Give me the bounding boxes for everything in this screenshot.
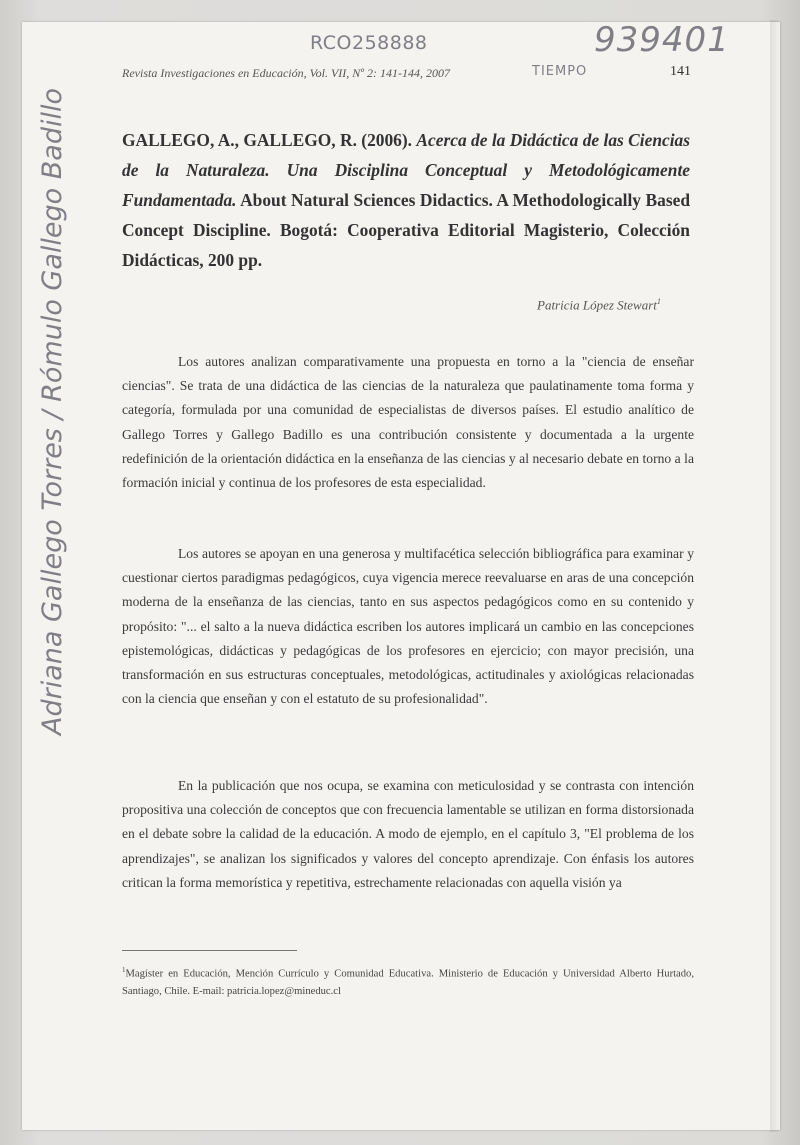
- running-head: Revista Investigaciones en Educación, Vol. VII, Nº 2: 141-144, 2007: [122, 66, 450, 80]
- footnote-divider: [122, 950, 297, 951]
- page-number: 141: [670, 64, 691, 79]
- page-edge-shadow: [770, 20, 782, 1132]
- body-paragraph-3: En la publicación que nos ocupa, se examina con meticulosidad y se contrasta con intención propositiva una colección de conceptos que con frecuencia lamentable se utilizan en forma distorsionada en el debate sobre la calidad de la educación. A modo de ejemplo, en el capítulo 3, "El problema de los aprendizajes", se analizan los significados y valores del concepto aprendizaje. Con énfasis los autores critican la forma memorística y repetitiva, estrechamente relacionadas con aquella visión ya: [122, 778, 694, 890]
- footnote-mark: 1: [122, 966, 126, 974]
- review-title: [122, 125, 690, 275]
- reviewer-footnote-mark: 1: [656, 297, 661, 306]
- handwritten-margin-note: Adriana Gallego Torres / Rómulo Gallego Badillo: [37, 88, 68, 735]
- footnote: [122, 962, 694, 1000]
- handwritten-record-number: 939401: [594, 20, 730, 60]
- footnote-text: Magíster en Educación, Mención Currículo y Comunidad Educativa. Ministerio de Educación y Universidad Alberto Hurtado, Santiago, Chile. E-mail: patricia.lopez@mineduc.cl: [122, 968, 694, 997]
- body-paragraph-2: Los autores se apoyan en una generosa y multifacética selección bibliográfica para examinar y cuestionar ciertos paradigmas pedagógicos, cuya vigencia merece reevaluarse en aras de una concepción moderna de la enseñanza de las ciencias, tanto en sus aspectos pedagógicos como en su contenido y propósito: "... el salto a la nueva didáctica escriben los autores implicará un cambio en las concepciones epistemológicas, didácticas y pedagógicas de los profesores en ejercicio; con mayor precisión, una transformación en sus estructuras conceptuales, metodológicas, actitudinales y axiológicas relacionadas con la ciencia que enseñan y con el estatuto de su profesionalidad".: [122, 546, 694, 707]
- title-authors: GALLEGO, A., GALLEGO, R. (2006).: [122, 130, 413, 150]
- title-english: About Natural Sciences Didactics. A Methodologically Based Concept Discipline.: [122, 190, 690, 240]
- handwritten-catalog-code: RCO258888: [310, 32, 428, 54]
- handwritten-tag: TIEMPO: [532, 64, 588, 79]
- title-spanish: Acerca de la Didáctica de las Ciencias de la Naturaleza. Una Disciplina Conceptual y Metodológicamente Fundamentada.: [122, 130, 691, 210]
- body-paragraph-1: Los autores analizan comparativamente una propuesta en torno a la "ciencia de enseñar ciencias". Se trata de una didáctica de las ciencias de la naturaleza que paulatinamente toma forma y categoría, formulada por una comunidad de especialistas de diversos países. El estudio analítico de Gallego Torres y Gallego Badillo es una contribución consistente y documentada a la urgente redefinición de la orientación didáctica en la enseñanza de las ciencias y al necesario debate en torno a la formación inicial y continua de los profesores de esta especialidad.: [122, 354, 694, 491]
- reviewer-name-text: Patricia López Stewart: [537, 297, 657, 313]
- reviewer-name: [537, 297, 661, 313]
- title-publication: Bogotá: Cooperativa Editorial Magisterio, Colección Didácticas, 200 pp.: [122, 220, 690, 270]
